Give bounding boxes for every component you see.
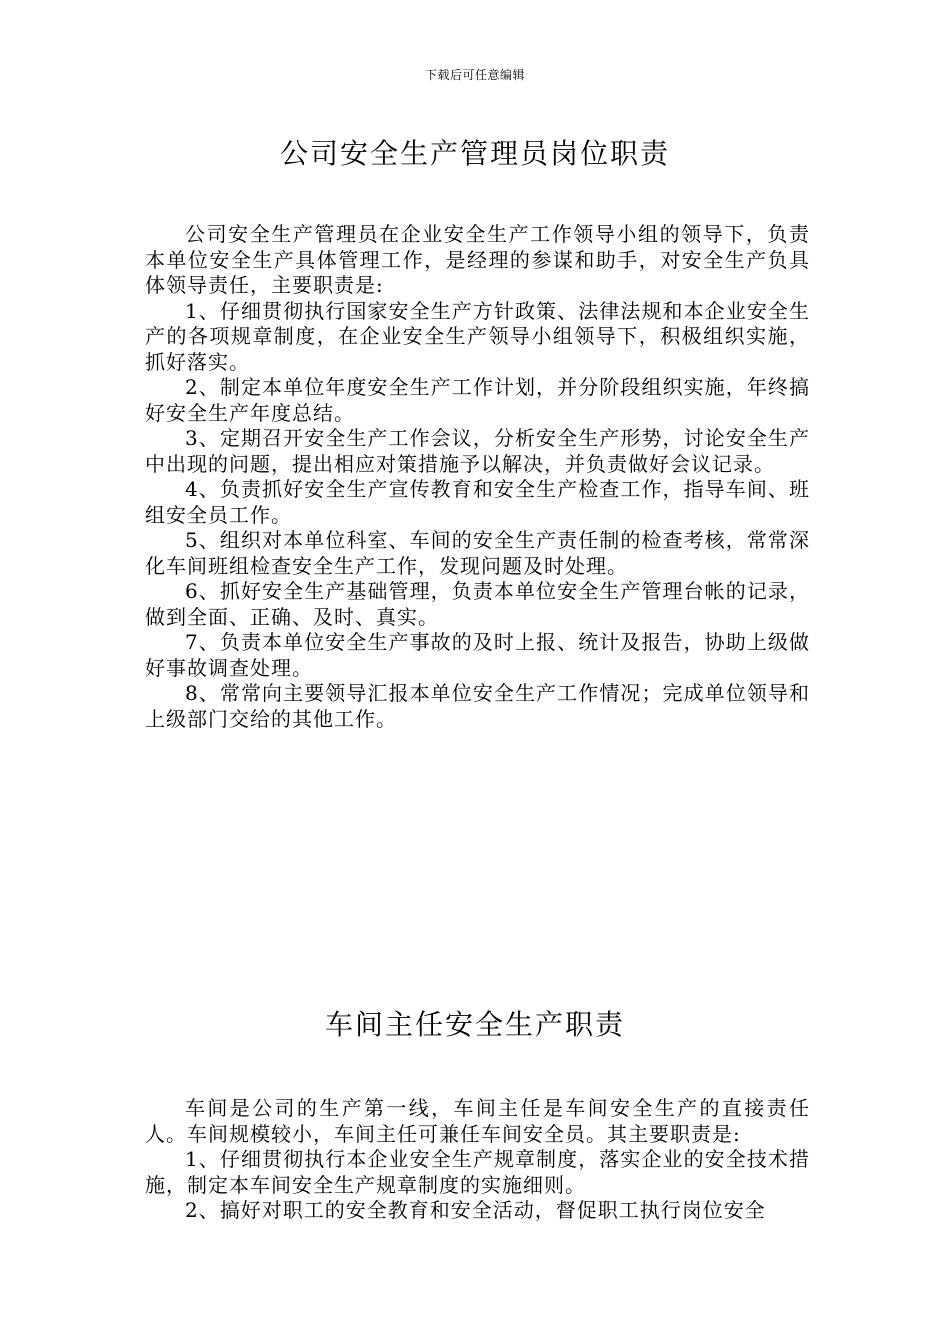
section1-paragraph: 1、仔细贯彻执行国家安全生产方针政策、法律法规和本企业安全生产的各项规章制度，在企业安全生产领导小组领导下，积极组织实施，抓好落实。 (145, 298, 810, 374)
section1-body (145, 222, 810, 732)
section1-paragraph: 4、负责抓好安全生产宣传教育和安全生产检查工作，指导车间、班组安全员工作。 (145, 477, 810, 527)
section1-paragraph: 3、定期召开安全生产工作会议，分析安全生产形势，讨论安全生产中出现的问题，提出相应对策措施予以解决，并负责做好会议记录。 (145, 426, 810, 476)
section2-paragraph: 车间是公司的生产第一线，车间主任是车间安全生产的直接责任人。车间规模较小，车间主任可兼任车间安全员。其主要职责是: (145, 1096, 810, 1146)
section1-paragraph: 2、制定本单位年度安全生产工作计划，并分阶段组织实施，年终搞好安全生产年度总结。 (145, 375, 810, 425)
section1-paragraph: 5、组织对本单位科室、车间的安全生产责任制的检查考核，常常深化车间班组检查安全生产工作，发现问题及时处理。 (145, 528, 810, 578)
header-note: 下载后可任意编辑 (424, 68, 525, 82)
section1-title: 公司安全生产管理员岗位职责 (279, 137, 670, 170)
section1-paragraph: 7、负责本单位安全生产事故的及时上报、统计及报告，协助上级做好事故调查处理。 (145, 630, 810, 680)
section1-paragraph: 公司安全生产管理员在企业安全生产工作领导小组的领导下，负责本单位安全生产具体管理工作，是经理的参谋和助手，对安全生产负具体领导责任，主要职责是: (145, 222, 810, 297)
section2-paragraph: 2、搞好对职工的安全教育和安全活动，督促职工执行岗位安全 (185, 1198, 766, 1222)
section2-body (145, 1096, 810, 1224)
section1-paragraph: 8、常常向主要领导汇报本单位安全生产工作情况；完成单位领导和上级部门交给的其他工作。 (145, 681, 810, 731)
section2-title: 车间主任安全生产职责 (324, 1008, 625, 1041)
section1-paragraph: 6、抓好安全生产基础管理，负责本单位安全生产管理台帐的记录，做到全面、正确、及时、真实。 (145, 579, 810, 629)
section2-paragraph: 1、仔细贯彻执行本企业安全生产规章制度，落实企业的安全技术措施，制定本车间安全生产规章制度的实施细则。 (145, 1147, 810, 1197)
